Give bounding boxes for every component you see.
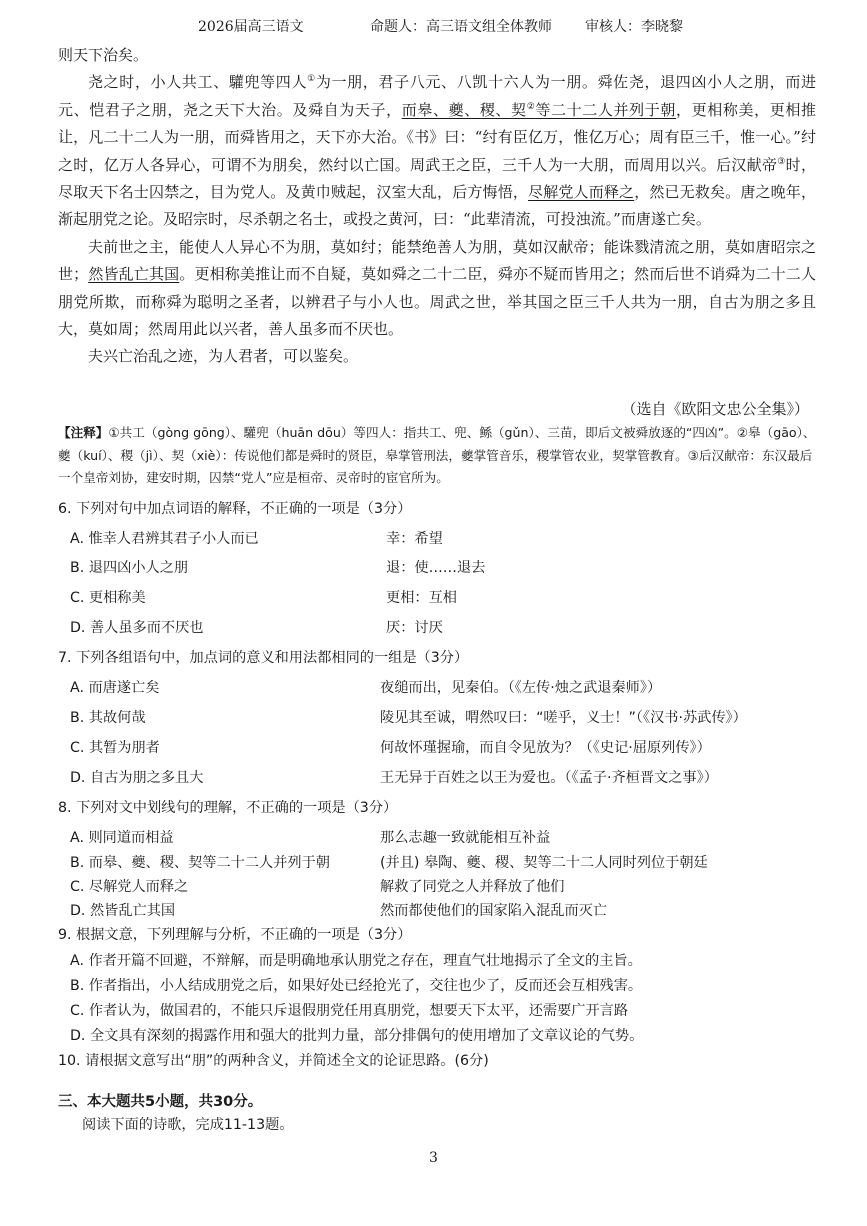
q9-option-a: A. 作者开篇不回避，不辩解，而是明确地承认朋党之存在，理直气壮地揭示了全文的主旨。 [70,953,642,969]
note-text: ①共工（gòng gōng）、驩兜（huān dōu）等四人：指共工、兜、鲧（gǔn）、三苗，即后文被舜放逐的“四凶”。②皋（gāo）、夔（kuí）、稷（jì）、契（xiè）：传说他们都是舜时的贤臣，皋掌管刑法，夔掌管音乐，稷掌管农业，契掌管教育。③后汉献帝：东汉最后一个皇帝刘协，建安时期，囚禁“党人”应是桓帝、灵帝时的宦官所为。 [58,425,816,485]
page-header [0,16,867,38]
question-7-stem: 7. 下列各组语句中，加点词的意义和用法都相同的一组是（3分） [58,650,469,666]
passage-paragraph-2: 夫前世之主，能使人人异心不为朋，莫如纣；能禁绝善人为朋，莫如汉献帝；能诛戮清流之朋，莫如唐昭宗之世；然皆乱亡其国。更相称美推让而不自疑，莫如舜之二十二臣，舜亦不疑而皆用之；然而后世不诮舜为二十二人朋党所欺，而称舜为聪明之圣者，以辨君子与小人也。周武之世，举其国之臣三千人共为一朋，自古为朋之多且大，莫如周；然周用此以兴者，善人虽多而不厌也。 [58,237,816,339]
question-9-stem: 9. 根据文意，下列理解与分析，不正确的一项是（3分） [58,927,412,943]
q9-option-b: B. 作者指出，小人结成朋党之后，如果好处已经抢光了，交往也少了，反而还会互相残害。 [70,978,643,994]
exam-page: 2026届高三语文 命题人：高三语文组全体教师 审核人：李晓黎 则天下治矣。 尧之时，小人共工、驩兜等四人①为一朋，君子八元、八凯十六人为一朋。舜佐尧，退四凶小人之朋，而进元、恺君子之朋，尧之天下大治。及舜自为天子，而皋、夔、稷、契②等二十二人并列于朝，更相称美，更相推让，凡二十二人为一朋，而舜皆用之，天下亦大治。《书》曰：“纣有臣亿万，惟亿万心；周有臣三千，惟一心。”纣之时，亿万人各异心，可谓不为朋矣，然纣以亡国。周武王之臣，三千人为一大朋，而周用以兴。后汉献帝③时，尽取天下名士囚禁之，目为党人。及黄巾贼起，汉室大乱，后方悔悟，尽解党人而释之，然已无救矣。唐之晚年，渐起朋党之论。及昭宗时，尽杀朝之名士，或投之黄河，曰：“此辈清流，可投浊流。”而唐遂亡矣。 夫前世之主，能使人人异心不为朋，莫如纣；能禁绝善人为朋，莫如汉献帝；能诛戮清流之朋，莫如唐昭宗之世；然皆乱亡其国。更相称美推让而不自疑，莫如舜之二十二臣，舜亦不疑而皆用之；然而后世不诮舜为二十二人朋党所欺，而称舜为聪明之圣者，以辨君子与小人也。周武之世，举其国之臣三千人共为一朋，自古为朋之多且大，莫如周；然周用此以兴者，善人虽多而不厌也。 夫兴亡治乱之迹，为人君者，可以鉴矣。 （选自《欧阳文忠公全集》） 【注释】①共工（gòng gōng）、驩兜（huān dōu）等四人：指共工、兜、鲧（gǔn）、三苗，即后文被舜放逐的“四凶”。②皋（gāo）、夔（kuí）、稷（jì）、契（xiè）：传说他们都是舜时的贤臣，皋掌管刑法，夔掌管音乐，稷掌管农业，契掌管教育。③后汉献帝：东汉最后一个皇帝刘协，建安时期，囚禁“党人”应是桓帝、灵帝时的宦官所为。 6. 下列对句中加点词语的解释，不正确的一项是（3分） A. 惟幸人君辨其君子小人而已 幸：希望 B. 退四凶小人之朋 退：使……退去 C. 更相称美 更相：互相 D. 善人虽多而不厌也 厌：讨厌 7. 下列各组语句中，加点词的意义和用法都相同的一组是（3分） A. 而唐遂亡矣 夜缒而出，见秦伯。（《左传·烛之武退秦师》） B. 其故何哉 陵见其至诚，喟然叹曰：“嗟乎，义士！”（《汉书·苏武传》） C. 其暂为朋者 何故怀瑾握瑜，而自令见放为？（《史记·屈原列传》） D. 自古为朋之多且大 王无异于百姓之以王为爱也。（《孟子·齐桓晋文之事》） 8. 下列对文中划线句的理解，不正确的一项是（3分） A. 则同道而相益 那么志趣一致就能相互补益 B. 而皋、夔、稷、契等二十二人并列于朝 (并且) 皋陶、夔、稷、契等二十二人同时列位于朝廷 C. 尽解党人而释之 解救了同党之人并释放了他们 D. 然皆乱亡其国 然而都使他们的国家陷入混乱而灭亡 9. 根据文意，下列理解与分析，不正确的一项是（3分） A. 作者开篇不回避，不辩解，而是明确地承认朋党之存在，理直气壮地揭示了全文的主旨。 B. 作者指出，小人结成朋党之后，如果好处已经抢光了，交往也少了，反而还会互相残害。 C. 作者认为，做国君的，不能只斥退假朋党任用真朋党，想要天下太平，还需要广开言路 D. 全文具有深刻的揭露作用和强大的批判力量，部分排偶句的使用增加了文章议论的气势。 10. 请根据文意写出“朋”的两种含义，并简述全文的论证思路。(6分) 三、本大题共5小题，共30分。 阅读下面的诗歌，完成11-13题。 3 [0,0,867,1226]
note-tag: 【注释】 [58,425,109,440]
section-3-title: 三、本大题共5小题，共30分。 [58,1094,263,1110]
underlined-sentence-b: 而皋、夔、稷、契②等二十二人并列于朝 [401,100,676,119]
passage-paragraph-3: 夫兴亡治乱之迹，为人君者，可以鉴矣。 [88,347,359,366]
section-3-intro: 阅读下面的诗歌，完成11-13题。 [82,1117,294,1133]
exam-title: 2026届高三语文 [198,19,304,35]
question-8-stem: 8. 下列对文中划线句的理解，不正确的一项是（3分） [58,800,398,816]
annotation-notes [58,422,820,490]
passage-line-0: 则天下治矣。 [58,46,149,64]
underlined-sentence-c: 尽解党人而释之 [528,183,635,202]
question-10-stem: 10. 请根据文意写出“朋”的两种含义，并简述全文的论证思路。(6分) [58,1053,489,1069]
page-number: 3 [429,1150,438,1166]
question-6-stem: 6. 下列对句中加点词语的解释，不正确的一项是（3分） [58,501,412,517]
passage-source: （选自《欧阳文忠公全集》） [621,400,809,418]
reviewer-label: 审核人：李晓黎 [585,19,683,35]
q9-option-d: D. 全文具有深刻的揭露作用和强大的批判力量，部分排偶句的使用增加了文章议论的气势。 [70,1028,644,1044]
setter-label: 命题人：高三语文组全体教师 [370,19,552,35]
q9-option-c: C. 作者认为，做国君的，不能只斥退假朋党任用真朋党，想要天下太平，还需要广开言路 [70,1003,629,1019]
passage-paragraph-1: 尧之时，小人共工、驩兜等四人①为一朋，君子八元、八凯十六人为一朋。舜佐尧，退四凶小人之朋，而进元、恺君子之朋，尧之天下大治。及舜自为天子，而皋、夔、稷、契②等二十二人并列于朝，更相称美，更相推让，凡二十二人为一朋，而舜皆用之，天下亦大治。《书》曰：“纣有臣亿万，惟亿万心；周有臣三千，惟一心。”纣之时，亿万人各异心，可谓不为朋矣，然纣以亡国。周武王之臣，三千人为一大朋，而周用以兴。后汉献帝③时，尽取天下名士囚禁之，目为党人。及黄巾贼起，汉室大乱，后方悔悟，尽解党人而释之，然已无救矣。唐之晚年，渐起朋党之论。及昭宗时，尽杀朝之名士，或投之黄河，曰：“此辈清流，可投浊流。”而唐遂亡矣。 [58,73,816,229]
passage [58,42,816,371]
underlined-sentence-d: 然皆乱亡其国 [88,265,180,284]
